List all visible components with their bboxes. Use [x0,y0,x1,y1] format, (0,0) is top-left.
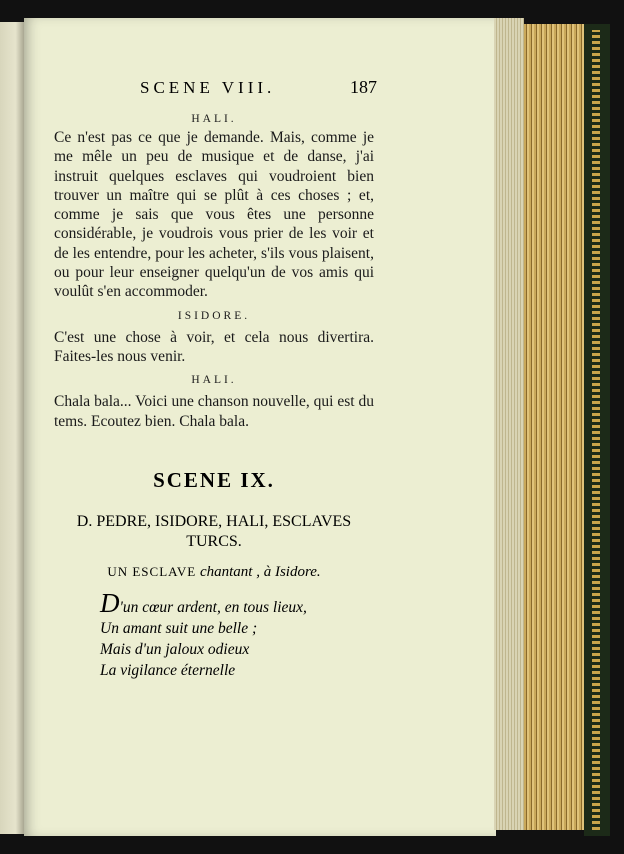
cover-gold-tooling [592,30,600,830]
speaker-label: HALI. [191,374,237,387]
gilt-page-edge [524,24,586,830]
verse-line: La vigilance éternelle [100,662,236,679]
speech: C'est une chose à voir, et cela nous divertira. Faites-les nous venir. [54,328,374,365]
page-stack [494,18,524,830]
verse-line: Mais d'un jaloux odieux [100,641,250,658]
direction-character: UN ESCLAVE [107,564,197,579]
stage-direction [54,564,374,581]
scene-characters: D. PEDRE, ISIDORE, HALI, ESCLAVES TURCS. [76,513,352,550]
speaker-label: ISIDORE. [177,309,251,322]
verse-line: Un amant suit une belle ; [100,620,258,637]
speaker-label: HALI. [191,113,237,125]
book-cover [584,24,610,836]
left-page-edge [0,22,26,834]
direction-text: chantant , à Isidore. [199,564,321,580]
drop-cap: D [100,588,120,618]
running-head: SCENE VIII. [140,78,276,97]
dialogue [54,113,374,431]
verse-line [100,588,307,618]
verse-line-text: 'un cœur ardent, en tous lieux, [119,599,307,616]
verse [100,588,307,681]
speech: Chala bala... Voici une chanson nouvelle, qui est du tems. Ecoutez bien. Chala bala. [54,393,374,430]
scene-title: SCENE IX. [153,468,275,492]
speech: Ce n'est pas ce que je demande. Mais, comme je me mêle un peu de musique et de danse, j'ai instruit quelques esclaves qui voudroient bien trouver un maître qui se plût à ces choses ; et, comme je sais que vous êtes une personne considérable, je voudrois vous prier de les voir et de les entendre, pour les acheter, s'ils vous plaisent, ou pour leur enseigner quelqu'un de vos amis qui voulût s'en accommoder. [54,129,374,301]
page-number: 187 [350,77,377,97]
